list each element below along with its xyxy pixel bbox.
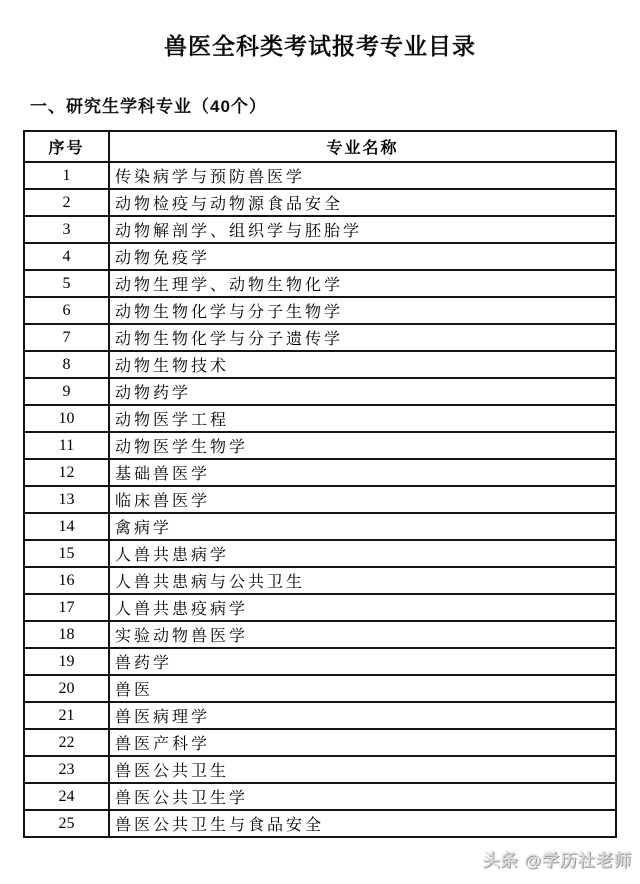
table-header [24, 131, 616, 162]
table-row [24, 486, 616, 513]
table-row [24, 459, 616, 486]
row-number-cell: 6 [24, 297, 109, 324]
table-row [24, 378, 616, 405]
table-row [24, 513, 616, 540]
row-number-cell: 25 [24, 810, 109, 837]
major-name-cell: 基础兽医学 [109, 459, 616, 486]
major-name-cell: 实验动物兽医学 [109, 621, 616, 648]
table-row [24, 297, 616, 324]
document-page [0, 28, 640, 870]
major-name-cell: 动物药学 [109, 378, 616, 405]
table-body [24, 162, 616, 837]
major-name-cell: 动物生理学、动物生物化学 [109, 270, 616, 297]
row-number-cell: 2 [24, 189, 109, 216]
section-heading: 一、研究生学科专业（40个） [30, 97, 267, 116]
table-row [24, 567, 616, 594]
major-name-cell: 兽药学 [109, 648, 616, 675]
row-number-cell: 15 [24, 540, 109, 567]
major-name-cell: 动物医学工程 [109, 405, 616, 432]
row-number-cell: 14 [24, 513, 109, 540]
table-row [24, 189, 616, 216]
majors-table [23, 130, 617, 838]
major-name-cell: 兽医 [109, 675, 616, 702]
major-name-cell: 传染病学与预防兽医学 [109, 162, 616, 189]
row-number-cell: 18 [24, 621, 109, 648]
row-number-cell: 9 [24, 378, 109, 405]
watermark: 头条 @学历社老师 [482, 851, 632, 870]
table-row [24, 810, 616, 837]
table-row [24, 594, 616, 621]
table-row [24, 729, 616, 756]
page-title: 兽医全科类考试报考专业目录 [164, 33, 476, 59]
major-name-cell: 兽医公共卫生 [109, 756, 616, 783]
header-row [24, 131, 616, 162]
row-number-cell: 5 [24, 270, 109, 297]
table-row [24, 783, 616, 810]
row-number-cell: 21 [24, 702, 109, 729]
row-number-cell: 4 [24, 243, 109, 270]
major-name-cell: 动物生物化学与分子生物学 [109, 297, 616, 324]
row-number-cell: 22 [24, 729, 109, 756]
row-number-cell: 12 [24, 459, 109, 486]
table-row [24, 162, 616, 189]
major-name-cell: 人兽共患疫病学 [109, 594, 616, 621]
row-number-cell: 3 [24, 216, 109, 243]
row-number-cell: 13 [24, 486, 109, 513]
row-number-cell: 20 [24, 675, 109, 702]
table-row [24, 216, 616, 243]
table-row [24, 648, 616, 675]
table-row [24, 675, 616, 702]
row-number-cell: 23 [24, 756, 109, 783]
major-name-cell: 兽医公共卫生学 [109, 783, 616, 810]
major-name-cell: 动物解剖学、组织学与胚胎学 [109, 216, 616, 243]
major-name-cell: 动物生物化学与分子遗传学 [109, 324, 616, 351]
major-name-cell: 兽医公共卫生与食品安全 [109, 810, 616, 837]
table-row [24, 756, 616, 783]
column-header-no: 序号 [24, 131, 109, 162]
major-name-cell: 兽医产科学 [109, 729, 616, 756]
row-number-cell: 17 [24, 594, 109, 621]
row-number-cell: 16 [24, 567, 109, 594]
table-row [24, 351, 616, 378]
table-row [24, 405, 616, 432]
row-number-cell: 24 [24, 783, 109, 810]
row-number-cell: 10 [24, 405, 109, 432]
column-header-name: 专业名称 [109, 131, 616, 162]
table-row [24, 432, 616, 459]
major-name-cell: 人兽共患病与公共卫生 [109, 567, 616, 594]
major-name-cell: 人兽共患病学 [109, 540, 616, 567]
table-row [24, 270, 616, 297]
major-name-cell: 动物生物技术 [109, 351, 616, 378]
row-number-cell: 11 [24, 432, 109, 459]
table-row [24, 324, 616, 351]
major-name-cell: 动物医学生物学 [109, 432, 616, 459]
table-row [24, 540, 616, 567]
major-name-cell: 临床兽医学 [109, 486, 616, 513]
major-name-cell: 禽病学 [109, 513, 616, 540]
major-name-cell: 兽医病理学 [109, 702, 616, 729]
row-number-cell: 7 [24, 324, 109, 351]
table-row [24, 702, 616, 729]
table-row [24, 243, 616, 270]
major-name-cell: 动物免疫学 [109, 243, 616, 270]
major-name-cell: 动物检疫与动物源食品安全 [109, 189, 616, 216]
row-number-cell: 1 [24, 162, 109, 189]
row-number-cell: 19 [24, 648, 109, 675]
row-number-cell: 8 [24, 351, 109, 378]
table-row [24, 621, 616, 648]
